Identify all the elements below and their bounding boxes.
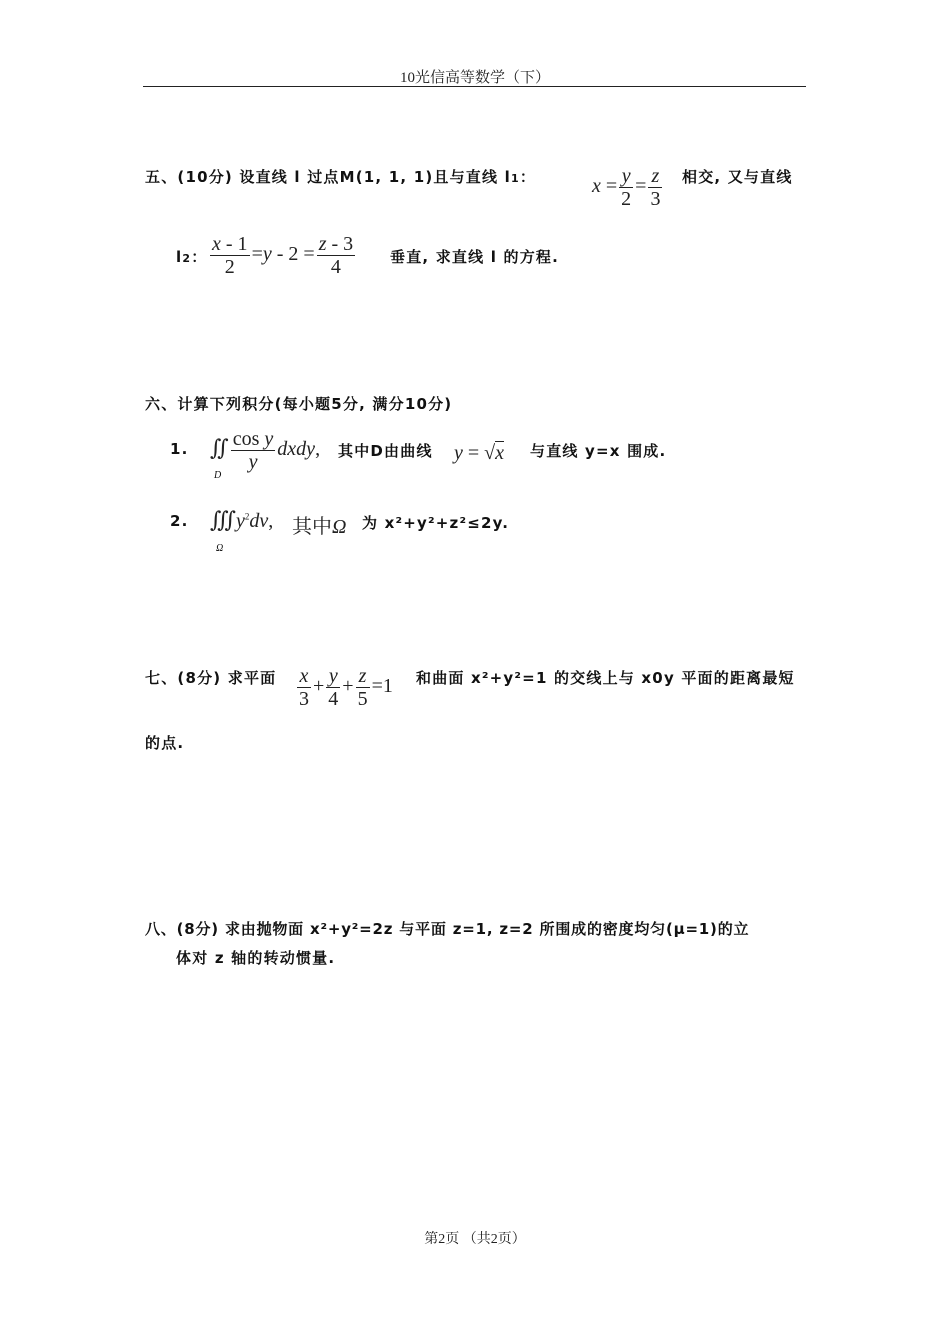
page-footer: 第2页 （共2页）: [424, 1232, 526, 1247]
q6-item2-tail: 为 x²+y²+z²≤2y.: [362, 514, 510, 532]
q6-item2-qizhong: 其中: [292, 516, 332, 538]
q6-item1-tail: 与直线 y=x 围成.: [530, 442, 667, 460]
header-rule: [143, 86, 806, 87]
q8-line2: 体对 z 轴的转动惯量.: [176, 949, 336, 967]
q5-line2-colon: ：: [191, 248, 208, 266]
q6-item1-curve: y = √x: [454, 442, 505, 464]
q5-line-l2-equation: $\frac{x - 1}{2}$ =y - 2 = $\frac{z - 3}{4}$: [212, 233, 354, 278]
q5-line-l1-equation: x = $\frac{y}{2}$ = $\frac{z}{3}$: [592, 165, 661, 210]
q6-item2-text: 其中Ω: [292, 516, 347, 538]
q6-title: 六、计算下列积分(每小题5分, 满分10分): [145, 395, 453, 413]
q6-item2-integral: $∭y^2dv$,: [210, 508, 274, 533]
q8-line1: 八、(8分) 求由抛物面 x²+y²=2z 与平面 z=1, z=2 所围成的密度均匀(μ=1)的立: [145, 920, 750, 938]
q7-line2: 的点.: [145, 734, 185, 752]
q6-item1-number: 1.: [170, 440, 189, 458]
q5-line1-sub1: 1: [510, 172, 520, 185]
page-header: 10光信高等数学（下）: [399, 70, 550, 86]
q7-line1-prefix: 七、(8分) 求平面: [145, 669, 277, 687]
q5-line2-suffix: 垂直, 求直线 l 的方程.: [390, 248, 560, 266]
q6-item2-number: 2.: [170, 512, 189, 530]
q6-item1-text: 其中D由曲线: [338, 442, 433, 460]
q5-line1: [145, 166, 536, 187]
q7-plane-equation: $\frac{x}{3}$ + $\frac{y}{4}$ + $\frac{z}{5}$ =1: [299, 665, 393, 710]
q6-item1-domain-sub: D: [214, 470, 222, 481]
q5-line1-suffix: 相交, 又与直线: [682, 168, 793, 186]
q5-line1-colon: ：: [519, 168, 537, 186]
q6-item1-integral: ∬ $\frac{\text{cos y}}{y}$ dxdy,: [210, 428, 321, 473]
q5-line2-sub2: 2: [182, 252, 192, 265]
q5-line2-prefix: l: [176, 248, 183, 266]
q5-line1-prefix: 五、(10分) 设直线 l 过点M(1, 1, 1)且与直线 l: [145, 168, 511, 186]
q6-item2-domain-sub: Ω: [216, 543, 224, 554]
q5-line2-label: [176, 246, 207, 267]
q7-line1-suffix: 和曲面 x²+y²=1 的交线上与 x0y 平面的距离最短: [416, 669, 795, 687]
